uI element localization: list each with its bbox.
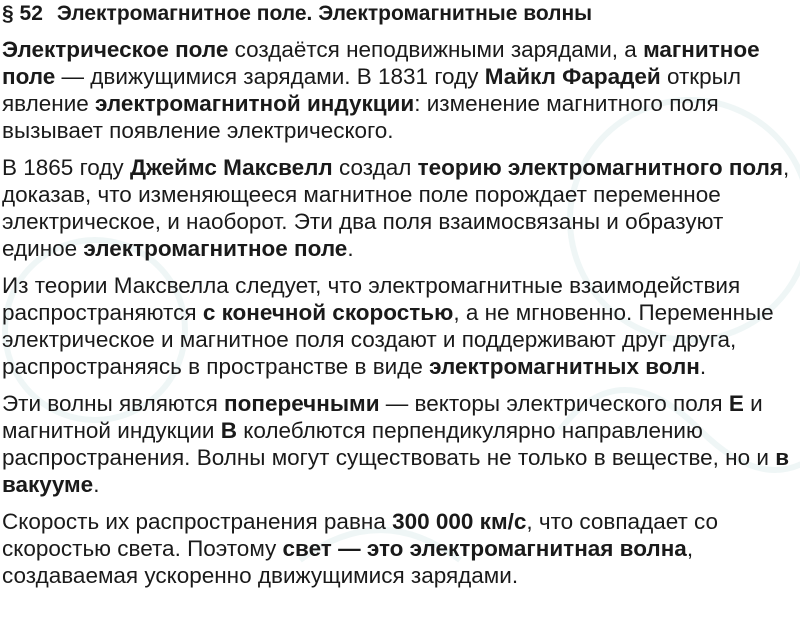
paragraph-fields bbox=[2, 36, 798, 144]
text-run: . bbox=[93, 472, 100, 497]
bold-term: Электрическое поле bbox=[2, 37, 229, 62]
bold-term: поперечными bbox=[224, 391, 380, 416]
bold-term: электромагнитных волн bbox=[429, 354, 700, 379]
text-run: . bbox=[699, 354, 707, 379]
paragraph-maxwell bbox=[2, 154, 798, 262]
text-run: создал bbox=[332, 155, 418, 180]
text-run: Эти волны являются bbox=[2, 391, 225, 416]
text-run: , создаваемая ускоренно движущимися зарядами. bbox=[2, 536, 694, 588]
bold-term: в вакууме bbox=[2, 445, 790, 497]
bold-term: Майкл Фарадей bbox=[484, 64, 661, 89]
text-run: В 1865 году bbox=[2, 155, 130, 180]
text-run: и магнитной индукции bbox=[2, 391, 763, 443]
bold-term: E bbox=[728, 391, 744, 416]
text-run: создаётся неподвижными зарядами, а bbox=[228, 37, 644, 62]
section-heading bbox=[2, 2, 800, 26]
text-run: открыл явление bbox=[2, 64, 741, 116]
text-run: : изменение магнитного поля вызывает появление электрического. bbox=[2, 91, 719, 143]
section-number: § 52 bbox=[2, 2, 43, 25]
text-run: Из теории Максвелла следует, что электромагнитные взаимодействия распространяются bbox=[2, 273, 741, 325]
bold-term: с конечной скоростью bbox=[202, 300, 454, 325]
paragraph-light bbox=[2, 508, 798, 589]
bold-term: свет — это электромагнитная волна bbox=[282, 536, 687, 561]
section-title: Электромагнитное поле. Электромагнитные волны bbox=[56, 2, 593, 25]
text-run: , что совпадает со скоростью света. Поэтому bbox=[2, 509, 719, 561]
text-run: , а не мгновенно. Переменные электрическое и магнитное поля создают и поддерживают друг друга, распространяясь в пространстве в виде bbox=[2, 300, 774, 379]
text-run: . bbox=[347, 236, 354, 261]
bold-term: электромагнитное поле bbox=[83, 236, 348, 261]
text-run: , доказав, что изменяющееся магнитное поле порождает переменное электрическое, и наоборот. Эти два поля взаимосвязаны и образуют единое bbox=[2, 155, 790, 261]
text-run: — векторы электрического поля bbox=[379, 391, 729, 416]
paragraph-waves-speed bbox=[2, 272, 798, 380]
text-run: колеблются перпендикулярно направлению распространения. Волны могут существовать не только в веществе, но и bbox=[2, 418, 776, 470]
bold-term: теорию электромагнитного поля bbox=[417, 155, 784, 180]
bold-term: Джеймс Максвелл bbox=[129, 155, 333, 180]
paragraph-transverse bbox=[2, 390, 798, 498]
text-run: Скорость их распространения равна bbox=[2, 509, 393, 534]
bold-term: 300 000 км/с bbox=[392, 509, 527, 534]
bold-term: электромагнитной индукции bbox=[95, 91, 415, 116]
bold-term: B bbox=[220, 418, 237, 443]
text-run: — движущимися зарядами. В 1831 году bbox=[55, 64, 485, 89]
bold-term: магнитное поле bbox=[2, 37, 760, 89]
